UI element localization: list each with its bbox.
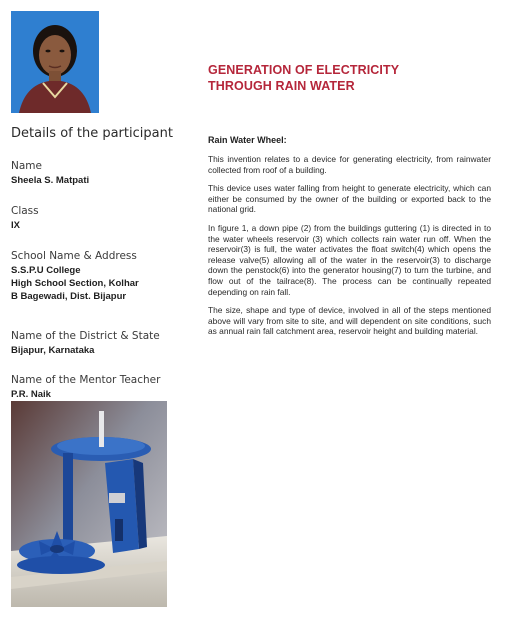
- class-label: Class: [11, 205, 39, 217]
- mentor-label: Name of the Mentor Teacher: [11, 374, 161, 386]
- school-line-3: B Bagewadi, Dist. Bijapur: [11, 291, 127, 302]
- article-subheading: Rain Water Wheel:: [208, 135, 287, 145]
- article-paragraph: This invention relates to a device for generating electricity, from rainwater collected from roof of a building.: [208, 154, 491, 175]
- article-title-line-2: THROUGH RAIN WATER: [208, 79, 355, 93]
- article-paragraph: The size, shape and type of device, involved in all of the steps mentioned above will vary from site to site, and will dependent on site conditions, such as annual rain fall catchment area, reservoir height and building material.: [208, 305, 491, 337]
- school-line-1: S.S.P.U College: [11, 265, 81, 276]
- article-title-line-1: GENERATION OF ELECTRICITY: [208, 63, 400, 77]
- participant-section-heading: Details of the participant: [11, 126, 173, 141]
- district-label: Name of the District & State: [11, 330, 160, 342]
- participant-details: [11, 126, 196, 401]
- school-line-2: High School Section, Kolhar: [11, 278, 139, 289]
- class-value: IX: [11, 220, 20, 231]
- district-value: Bijapur, Karnataka: [11, 345, 95, 356]
- article-paragraph: In figure 1, a down pipe (2) from the buildings guttering (1) is directed in to the water wheels reservoir (3) which collects rain water run off. When the reservoir(3) is full, the water activates the float switch(4) which opens the release valve(5) allowing all of the water in the reservoir(3) to discharge down the penstock(6) into the generator housing(7) to turn the turbine, and flow out of the tailrace(8). The process can be continually repeated depending on rain fall.: [208, 222, 491, 297]
- article: [208, 62, 491, 345]
- model-photo: [11, 401, 167, 607]
- article-paragraph: This device uses water falling from height to generate electricity, which can either be consumed by the owner of the building or exported back to the national grid.: [208, 183, 491, 215]
- name-label: Name: [11, 160, 42, 172]
- school-label: School Name & Address: [11, 250, 137, 262]
- participant-photo: [11, 11, 99, 113]
- article-title: [208, 62, 491, 94]
- mentor-value: P.R. Naik: [11, 389, 51, 400]
- participant-name: Sheela S. Matpati: [11, 175, 90, 186]
